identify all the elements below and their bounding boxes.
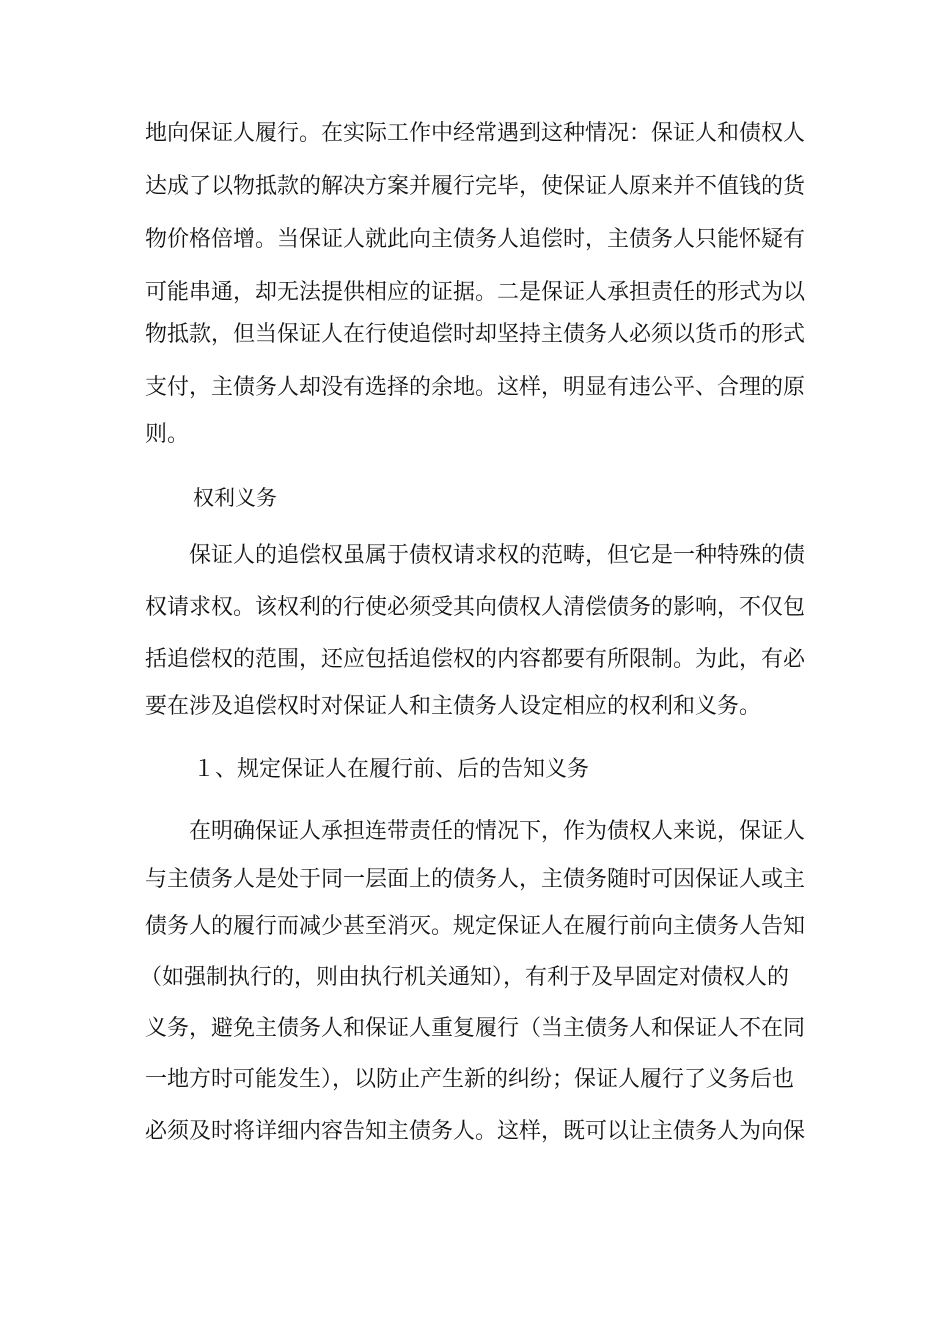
- paragraph-3-line-2: 与主债务人是处于同一层面上的债务人，主债务随时可因保证人或主: [145, 867, 806, 892]
- paragraph-3-line-6: 一地方时可能发生），以防止产生新的纠纷；保证人履行了义务后也: [145, 1067, 795, 1092]
- paragraph-1-line-2: 达成了以物抵款的解决方案并履行完毕，使保证人原来并不值钱的货: [145, 174, 806, 199]
- paragraph-1-line-5: 物抵款，但当保证人在行使追偿时却坚持主债务人必须以货币的形式: [145, 322, 806, 347]
- paragraph-1-line-7: 则。: [145, 422, 190, 447]
- paragraph-1-line-1: 地向保证人履行。在实际工作中经常遇到这种情况：保证人和债权人: [145, 121, 806, 146]
- paragraph-3-line-4: （如强制执行的，则由执行机关通知），有利于及早固定对债权人的: [140, 965, 790, 990]
- paragraph-2-line-2: 权请求权。该权利的行使必须受其向债权人清偿债务的影响，不仅包: [145, 595, 806, 620]
- paragraph-3-line-1: 在明确保证人承担连带责任的情况下，作为债权人来说，保证人: [189, 819, 806, 844]
- subheading: １、规定保证人在履行前、后的告知义务: [193, 757, 590, 782]
- section-heading: 权利义务: [193, 486, 277, 510]
- paragraph-3-line-3: 债务人的履行而减少甚至消灭。规定保证人在履行前向主债务人告知: [145, 914, 806, 939]
- paragraph-1-line-6: 支付，主债务人却没有选择的余地。这样，明显有违公平、合理的原: [145, 375, 806, 400]
- paragraph-2-line-3: 括追偿权的范围，还应包括追偿权的内容都要有所限制。为此，有必: [145, 647, 806, 672]
- paragraph-1-line-4: 可能串通，却无法提供相应的证据。二是保证人承担责任的形式为以: [145, 280, 806, 305]
- paragraph-2-line-4: 要在涉及追偿权时对保证人和主债务人设定相应的权利和义务。: [145, 694, 762, 719]
- paragraph-1-line-3: 物价格倍增。当保证人就此向主债务人追偿时，主债务人只能怀疑有: [145, 227, 806, 252]
- paragraph-3-line-5: 义务，避免主债务人和保证人重复履行（当主债务人和保证人不在同: [145, 1016, 806, 1041]
- paragraph-3-line-7: 必须及时将详细内容告知主债务人。这样，既可以让主债务人为向保: [145, 1119, 806, 1144]
- paragraph-2-line-1: 保证人的追偿权虽属于债权请求权的范畴，但它是一种特殊的债: [189, 543, 806, 568]
